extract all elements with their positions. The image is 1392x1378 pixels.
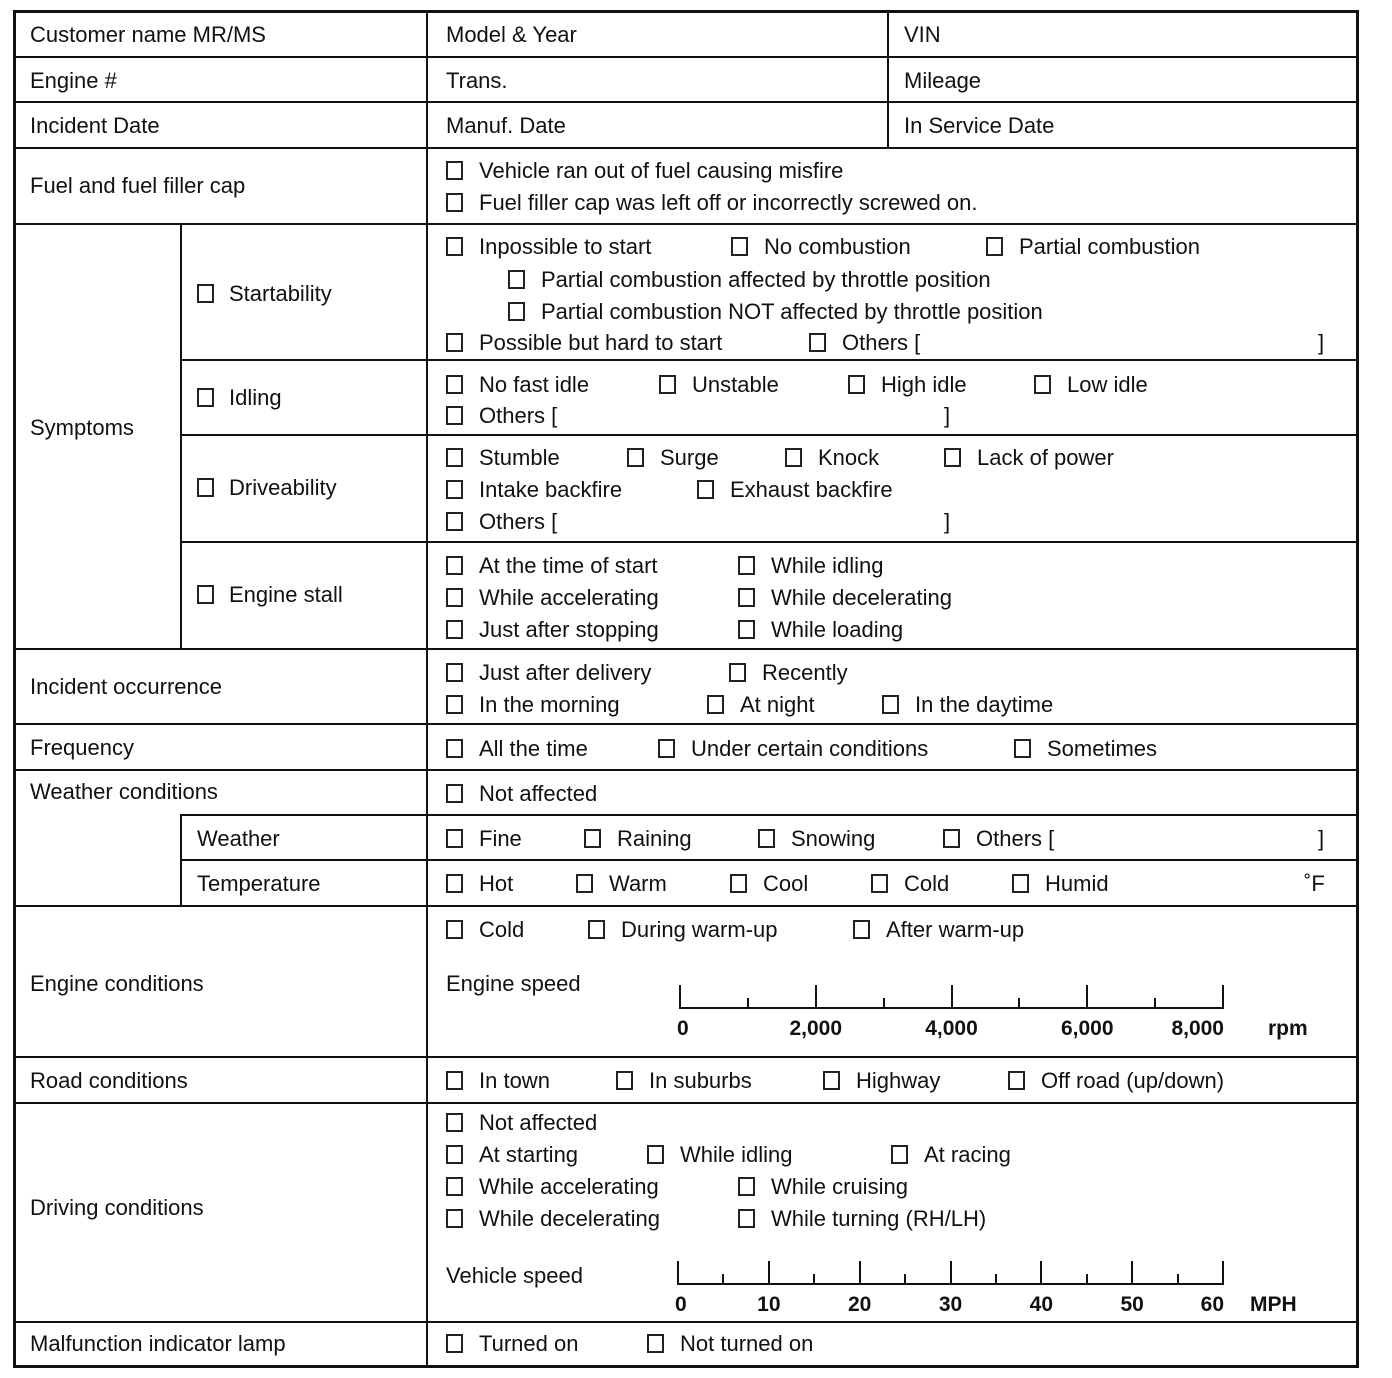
option-label: Not turned on: [680, 1331, 814, 1356]
option-label: Inpossible to start: [479, 234, 652, 259]
vehicle-speed-scale-major-tick: [677, 1261, 679, 1283]
option-label: Partial combustion: [1019, 234, 1200, 259]
road-conditions-label: Road conditions: [30, 1068, 188, 1093]
checkbox[interactable]: [697, 480, 714, 499]
option-label: Unstable: [692, 372, 779, 397]
option-label: While decelerating: [479, 1206, 660, 1231]
checkbox[interactable]: [446, 1177, 463, 1196]
row-line: [13, 56, 1359, 58]
option-label: Raining: [617, 826, 692, 851]
checkbox[interactable]: [584, 829, 601, 848]
option-label: Others [: [479, 403, 558, 428]
option-label: Humid: [1045, 871, 1109, 896]
mileage-label: Mileage: [904, 68, 982, 93]
engine-stall-label: Engine stall: [229, 582, 343, 607]
option-label: Surge: [660, 445, 719, 470]
row-line: [13, 648, 1359, 650]
frame-left: [13, 10, 16, 1368]
option-label: In suburbs: [649, 1068, 752, 1093]
option-label: Fine: [479, 826, 522, 851]
checkbox[interactable]: [809, 333, 826, 352]
driving-conditions-label: Driving conditions: [30, 1195, 204, 1220]
temperature-label: Temperature: [197, 871, 321, 896]
driveability-checkbox[interactable]: [197, 478, 214, 497]
checkbox[interactable]: [627, 448, 644, 467]
vehicle-speed-scale-minor-tick: [813, 1274, 815, 1283]
checkbox[interactable]: [738, 556, 755, 575]
engine-speed-scale-major-tick: [679, 985, 681, 1007]
idling-checkbox[interactable]: [197, 388, 214, 407]
bracket-close: ]: [1318, 826, 1325, 851]
engine-speed-scale-tick-label: 2,000: [789, 1017, 843, 1040]
sub-row-line: [180, 814, 1359, 816]
in-service-date-label: In Service Date: [904, 113, 1055, 138]
checkbox[interactable]: [446, 480, 463, 499]
checkbox[interactable]: [446, 1334, 463, 1353]
manuf-date-label: Manuf. Date: [446, 113, 566, 138]
vehicle-speed-scale-minor-tick: [722, 1274, 724, 1283]
option-label: While accelerating: [479, 1174, 659, 1199]
checkbox[interactable]: [446, 620, 463, 639]
vehicle-speed-scale-tick-label: 60: [1200, 1293, 1224, 1316]
checkbox[interactable]: [446, 695, 463, 714]
row-line: [13, 223, 1359, 225]
vehicle-speed-scale-major-tick: [768, 1261, 770, 1283]
checkbox[interactable]: [446, 237, 463, 256]
option-label: Snowing: [791, 826, 876, 851]
frame-bottom: [13, 1365, 1359, 1368]
engine-stall-checkbox[interactable]: [197, 585, 214, 604]
row-line: [13, 147, 1359, 149]
option-label: Exhaust backfire: [730, 477, 893, 502]
checkbox[interactable]: [882, 695, 899, 714]
row-line: [13, 723, 1359, 725]
vehicle-speed-scale-tick-label: 40: [1029, 1293, 1053, 1316]
engine-speed-scale-minor-tick: [883, 998, 885, 1007]
trans-label: Trans.: [446, 68, 508, 93]
option-label: No combustion: [764, 234, 911, 259]
vehicle-speed-scale-tick-label: 0: [675, 1293, 687, 1316]
incident-occurrence-label: Incident occurrence: [30, 674, 222, 699]
option-label: Intake backfire: [479, 477, 623, 502]
checkbox[interactable]: [446, 375, 463, 394]
checkbox[interactable]: [1012, 874, 1029, 893]
vin-label: VIN: [904, 22, 941, 47]
bracket-close: ]: [1318, 330, 1325, 355]
engine-speed-scale-minor-tick: [1018, 998, 1020, 1007]
vehicle-speed-scale-major-tick: [1131, 1261, 1133, 1283]
engine-speed-scale-major-tick: [1222, 985, 1224, 1007]
checkbox[interactable]: [731, 237, 748, 256]
checkbox[interactable]: [446, 161, 463, 180]
weather-conditions-label: Weather conditions: [30, 779, 218, 804]
checkbox[interactable]: [823, 1071, 840, 1090]
checkbox[interactable]: [446, 663, 463, 682]
vehicle-speed-scale-tick-label: 30: [938, 1293, 963, 1316]
divider-main: [426, 10, 428, 1368]
checkbox[interactable]: [576, 874, 593, 893]
option-label: Warm: [609, 871, 667, 896]
vehicle-speed-scale-major-tick: [1040, 1261, 1042, 1283]
checkbox[interactable]: [446, 448, 463, 467]
checkbox[interactable]: [446, 829, 463, 848]
checkbox[interactable]: [658, 739, 675, 758]
checkbox[interactable]: [588, 920, 605, 939]
option-label: Vehicle ran out of fuel causing misfire: [479, 158, 844, 183]
checkbox[interactable]: [446, 333, 463, 352]
option-label: While idling: [680, 1142, 793, 1167]
checkbox[interactable]: [758, 829, 775, 848]
checkbox[interactable]: [446, 406, 463, 425]
vehicle-speed-scale-minor-tick: [995, 1274, 997, 1283]
checkbox[interactable]: [446, 1113, 463, 1132]
checkbox[interactable]: [1034, 375, 1051, 394]
checkbox[interactable]: [508, 302, 525, 321]
option-label: Others [: [842, 330, 921, 355]
option-label: At the time of start: [479, 553, 658, 578]
engine-speed-scale-major-tick: [815, 985, 817, 1007]
checkbox[interactable]: [446, 920, 463, 939]
row-line: [13, 1102, 1359, 1104]
checkbox[interactable]: [446, 1145, 463, 1164]
incident-date-label: Incident Date: [30, 113, 160, 138]
vehicle-speed-scale-tick-label: 50: [1120, 1293, 1144, 1316]
fuel-label: Fuel and fuel filler cap: [30, 173, 246, 198]
checkbox[interactable]: [730, 874, 747, 893]
vehicle-speed-scale-major-tick: [950, 1261, 952, 1283]
option-label: Others [: [976, 826, 1055, 851]
checkbox[interactable]: [848, 375, 865, 394]
option-label: Just after stopping: [479, 617, 659, 642]
checkbox[interactable]: [446, 739, 463, 758]
vehicle-speed-scale-baseline: [677, 1283, 1224, 1285]
option-label: While idling: [771, 553, 884, 578]
row-line: [13, 1321, 1359, 1323]
engine-speed-scale-unit: rpm: [1268, 1017, 1308, 1040]
option-label: While accelerating: [479, 585, 659, 610]
option-label: While loading: [771, 617, 904, 642]
option-label: At night: [740, 692, 815, 717]
option-label: Sometimes: [1047, 736, 1158, 761]
vehicle-speed-scale-unit: MPH: [1250, 1293, 1297, 1316]
option-label: Low idle: [1067, 372, 1148, 397]
engine-conditions-label: Engine conditions: [30, 971, 204, 996]
startability-checkbox[interactable]: [197, 284, 214, 303]
checkbox[interactable]: [446, 556, 463, 575]
option-label: In the morning: [479, 692, 620, 717]
engine-speed-scale-tick-label: 4,000: [925, 1017, 978, 1040]
row-line: [13, 101, 1359, 103]
option-label: Cold: [479, 917, 525, 942]
checkbox[interactable]: [446, 1209, 463, 1228]
symptoms-label: Symptoms: [30, 415, 134, 440]
option-label: Just after delivery: [479, 660, 652, 685]
row-line: [13, 905, 1359, 907]
checkbox[interactable]: [1014, 739, 1031, 758]
checkbox[interactable]: [659, 375, 676, 394]
engine-speed-scale-major-tick: [951, 985, 953, 1007]
vehicle-speed-scale-tick-label: 10: [757, 1293, 781, 1316]
checkbox[interactable]: [891, 1145, 908, 1164]
checkbox[interactable]: [446, 512, 463, 531]
frequency-label: Frequency: [30, 735, 134, 760]
vehicle-speed-label: Vehicle speed: [446, 1263, 583, 1288]
checkbox[interactable]: [944, 448, 961, 467]
sub-row-line: [180, 359, 1359, 361]
bracket-close: ]: [944, 403, 951, 428]
engine-speed-label: Engine speed: [446, 971, 581, 996]
option-label: Cold: [904, 871, 950, 896]
checkbox[interactable]: [729, 663, 746, 682]
engine-number-label: Engine #: [30, 68, 117, 93]
option-label: Highway: [856, 1068, 941, 1093]
option-label: After warm-up: [886, 917, 1025, 942]
checkbox[interactable]: [616, 1071, 633, 1090]
row-line: [13, 1056, 1359, 1058]
engine-speed-scale-minor-tick: [1154, 998, 1156, 1007]
bracket-close: ]: [944, 509, 951, 534]
checkbox[interactable]: [853, 920, 870, 939]
option-label: Hot: [479, 871, 514, 896]
weather-label: Weather: [197, 826, 280, 851]
option-label: During warm-up: [621, 917, 778, 942]
option-label: Partial combustion NOT affected by throttle position: [541, 299, 1043, 324]
vehicle-speed-scale-minor-tick: [1177, 1274, 1179, 1283]
option-label: Under certain conditions: [691, 736, 929, 761]
option-label: No fast idle: [479, 372, 590, 397]
temperature-unit: ˚F: [1304, 871, 1325, 896]
option-label: In town: [479, 1068, 550, 1093]
option-label: Not affected: [479, 781, 598, 806]
engine-speed-scale-tick-label: 8,000: [1171, 1017, 1224, 1040]
option-label: Possible but hard to start: [479, 330, 723, 355]
option-label: While cruising: [771, 1174, 908, 1199]
checkbox[interactable]: [446, 193, 463, 212]
vehicle-speed-scale-minor-tick: [1086, 1274, 1088, 1283]
checkbox[interactable]: [871, 874, 888, 893]
option-label: Off road (up/down): [1041, 1068, 1225, 1093]
vehicle-speed-scale-tick-label: 20: [847, 1293, 872, 1316]
checkbox[interactable]: [647, 1334, 664, 1353]
frame-right: [1356, 10, 1359, 1368]
driveability-label: Driveability: [229, 475, 337, 500]
option-label: At starting: [479, 1142, 579, 1167]
checkbox[interactable]: [738, 588, 755, 607]
option-label: Cool: [763, 871, 809, 896]
checkbox[interactable]: [785, 448, 802, 467]
checkbox[interactable]: [707, 695, 724, 714]
option-label: Lack of power: [977, 445, 1114, 470]
vehicle-speed-scale-major-tick: [1222, 1261, 1224, 1283]
vehicle-speed-scale-minor-tick: [904, 1274, 906, 1283]
checkbox[interactable]: [738, 620, 755, 639]
checkbox[interactable]: [986, 237, 1003, 256]
idling-label: Idling: [229, 385, 282, 410]
row-line: [13, 769, 1359, 771]
option-label: Others [: [479, 509, 558, 534]
frame-top: [13, 10, 1359, 13]
customer-name-label: Customer name MR/MS: [30, 22, 266, 47]
checkbox[interactable]: [446, 874, 463, 893]
startability-label: Startability: [229, 281, 332, 306]
engine-speed-scale-tick-label: 6,000: [1060, 1017, 1114, 1040]
divider-symptoms: [180, 224, 182, 648]
engine-speed-scale-baseline: [679, 1007, 1224, 1009]
checkbox[interactable]: [1008, 1071, 1025, 1090]
option-label: Knock: [818, 445, 880, 470]
checkbox[interactable]: [446, 784, 463, 803]
option-label: While decelerating: [771, 585, 952, 610]
model-year-label: Model & Year: [446, 22, 577, 47]
vehicle-speed-scale-major-tick: [859, 1261, 861, 1283]
engine-speed-scale-minor-tick: [747, 998, 749, 1007]
option-label: High idle: [881, 372, 967, 397]
option-label: At racing: [924, 1142, 1011, 1167]
engine-speed-scale-major-tick: [1086, 985, 1088, 1007]
checkbox[interactable]: [446, 588, 463, 607]
checkbox[interactable]: [738, 1209, 755, 1228]
checkbox[interactable]: [738, 1177, 755, 1196]
option-label: All the time: [479, 736, 588, 761]
option-label: Partial combustion affected by throttle position: [541, 267, 991, 292]
sub-row-line: [180, 434, 1359, 436]
option-label: Not affected: [479, 1110, 598, 1135]
checkbox[interactable]: [943, 829, 960, 848]
checkbox[interactable]: [647, 1145, 664, 1164]
option-label: Recently: [762, 660, 848, 685]
mil-label: Malfunction indicator lamp: [30, 1331, 286, 1356]
option-label: Turned on: [479, 1331, 579, 1356]
engine-speed-scale-tick-label: 0: [677, 1017, 689, 1040]
divider-header: [887, 10, 889, 147]
sub-row-line: [180, 859, 1359, 861]
option-label: Stumble: [479, 445, 560, 470]
option-label: In the daytime: [915, 692, 1054, 717]
checkbox[interactable]: [508, 270, 525, 289]
sub-row-line: [180, 541, 1359, 543]
option-label: While turning (RH/LH): [771, 1206, 987, 1231]
option-label: Fuel filler cap was left off or incorrectly screwed on.: [479, 190, 978, 215]
checkbox[interactable]: [446, 1071, 463, 1090]
